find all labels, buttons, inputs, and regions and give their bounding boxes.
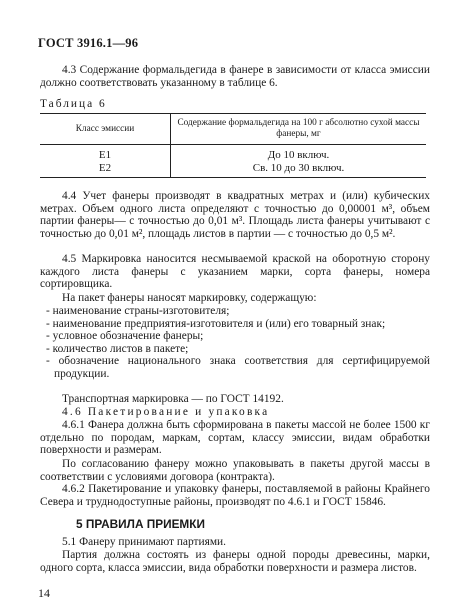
paragraph-5-1-b: Партия должна состоять из фанеры одной породы древесины, марки, одного сорта, класса эмиссии, вида обработки поверхности и размера листов. <box>40 549 430 574</box>
table-cell-class: Е1 <box>40 145 171 163</box>
transport-marking: Транспортная маркировка — по ГОСТ 14192. <box>62 393 284 405</box>
table-row <box>40 145 426 163</box>
section-heading: 5 ПРАВИЛА ПРИЕМКИ <box>76 517 205 531</box>
paragraph-4-3: 4.3 Содержание формальдегида в фанере в зависимости от класса эмиссии должно соответствовать указанному в таблице 6. <box>40 64 430 89</box>
list-item: - количество листов в пакете; <box>46 342 189 355</box>
list-item: - наименование предприятия-изготовителя и (или) его товарный знак; <box>46 317 386 330</box>
document-header: ГОСТ 3916.1—96 <box>38 36 139 50</box>
table-cell-value: Св. 10 до 30 включ. <box>171 162 427 178</box>
paragraph-4-6-1: 4.6.1 Фанера должна быть сформирована в пакеты массой не более 1500 кг отдельно по породам, маркам, сортам, классу эмиссии, видам обработки поверхности и размерам. <box>40 419 430 457</box>
table-header-content: Содержание формальдегида на 100 г абсолютно сухой массы фанеры, мг <box>171 114 427 145</box>
paragraph-4-6-2: 4.6.2 Пакетирование и упаковку фанеры, поставляемой в районы Крайнего Севера и труднодоступные районы, производят по 4.6.1 и ГОСТ 15846. <box>40 483 430 508</box>
table-row <box>40 162 426 178</box>
table-header-class: Класс эмиссии <box>40 114 171 145</box>
list-item: - условное обозначение фанеры; <box>46 330 204 343</box>
list-item: - обозначение национального знака соответствия для сертифицируемой продукции. <box>46 355 430 380</box>
table-cell-value: До 10 включ. <box>267 149 330 161</box>
table-caption: Таблица 6 <box>40 98 107 110</box>
table-6 <box>40 113 426 178</box>
list-item: - наименование страны-изготовителя; <box>46 305 230 317</box>
section-4-6-title: 4.6 Пакетирование и упаковка <box>62 406 270 418</box>
paragraph-4-5: 4.5 Маркировка наносится несмываемой краской на оборотную сторону каждого листа фанеры с указанием марки, сорта фанеры, номера сортировщика. <box>40 253 430 291</box>
marking-list <box>40 305 430 381</box>
paragraph-4-4: 4.4 Учет фанеры производят в квадратных метрах и (или) кубических метрах. Объем одного листа определяют с точностью до 0,00001 м³, объем партии фанеры— с точностью до 0,01 м³. Площадь листа фанеры учитывают с точностью до 0,01 м², площадь листов в партии — с точностью до 0,5 м². <box>40 190 430 240</box>
page-number: 14 <box>38 586 50 600</box>
paragraph-5-1: 5.1 Фанеру принимают партиями. <box>62 536 226 548</box>
marking-intro: На пакет фанеры наносят маркировку, содержащую: <box>62 292 317 304</box>
table-cell-class: Е2 <box>40 162 171 178</box>
paragraph-4-6-1-b: По согласованию фанеру можно упаковывать в пакеты другой массы в соответствии с условиями договора (контракта). <box>40 458 430 483</box>
